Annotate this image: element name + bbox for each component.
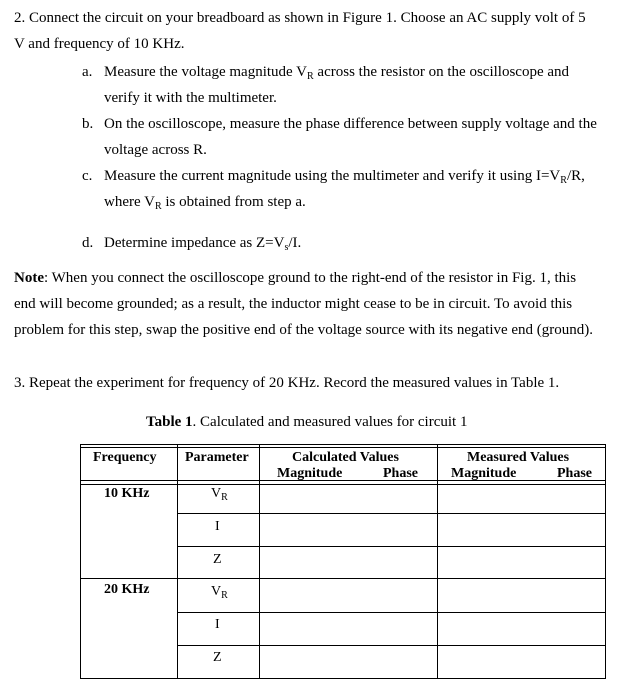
table-border-top xyxy=(80,444,606,445)
param-main: V xyxy=(211,486,222,501)
item2-a-line1-sub: R xyxy=(307,71,314,82)
header-calc-phase: Phase xyxy=(383,466,418,481)
item3-line: 3. Repeat the experiment for frequency of 20 KHz. Record the measured values in Table 1. xyxy=(14,375,560,391)
item2-c-line1-pre: Measure the current magnitude using the multimeter and verify it using I=V xyxy=(104,168,561,184)
param-vr xyxy=(211,486,228,502)
item2-a-line2: verify it with the multimeter. xyxy=(104,90,277,106)
item2-a-line1-post: across the resistor on the oscilloscope and xyxy=(313,64,570,80)
table-header-rule xyxy=(80,480,606,481)
table-col-rule xyxy=(177,444,178,679)
param-sub: R xyxy=(221,492,228,503)
header-calculated: Calculated Values xyxy=(292,450,399,465)
param-main: V xyxy=(211,584,222,599)
table-row-rule xyxy=(177,546,606,547)
note-line1-rest: : When you connect the oscilloscope ground to the right-end of the resistor in Fig. 1, this xyxy=(44,270,577,286)
param-z: Z xyxy=(213,650,222,665)
header-meas-magnitude: Magnitude xyxy=(451,466,517,481)
item2-c-line2-pre: where V xyxy=(104,194,155,210)
item2-c-line1 xyxy=(104,166,585,186)
header-measured: Measured Values xyxy=(467,450,570,465)
header-frequency: Frequency xyxy=(93,450,157,465)
table-border-left xyxy=(80,444,81,679)
table-col-rule xyxy=(437,444,438,679)
param-vr xyxy=(211,584,228,600)
item2-a-label: a. xyxy=(82,64,93,80)
item2-a-line1 xyxy=(104,62,569,82)
param-i: I xyxy=(215,519,220,534)
table-caption-text: . Calculated and measured values for circuit 1 xyxy=(192,414,468,430)
table-border-top-inner xyxy=(80,447,606,448)
param-sub: R xyxy=(221,590,228,601)
table-row-rule xyxy=(177,645,606,646)
item2-b-label: b. xyxy=(82,116,94,132)
item2-line1: 2. Connect the circuit on your breadboard as shown in Figure 1. Choose an AC supply volt of 5 xyxy=(14,10,586,26)
item2-a-line1-pre: Measure the voltage magnitude V xyxy=(104,64,307,80)
item2-b-line1: On the oscilloscope, measure the phase difference between supply voltage and the xyxy=(104,116,597,132)
note-label: Note xyxy=(14,270,44,286)
freq-10khz: 10 KHz xyxy=(104,486,150,501)
param-i: I xyxy=(215,617,220,632)
note-line1 xyxy=(14,268,576,288)
table-group-rule xyxy=(80,578,606,579)
item2-d-line-sub: s xyxy=(284,242,289,253)
table-border-right xyxy=(605,444,606,679)
table-row-rule xyxy=(177,612,606,613)
item2-d-line xyxy=(104,233,301,253)
item2-d-line-pre: Determine impedance as Z=V xyxy=(104,235,285,251)
param-z: Z xyxy=(213,552,222,567)
item2-c-line1-post: /R, xyxy=(566,168,585,184)
table-col-rule xyxy=(259,444,260,679)
table-caption xyxy=(146,412,467,432)
note-line3: problem for this step, swap the positive end of the voltage source with its negative end (ground). xyxy=(14,322,594,338)
item2-b-line2: voltage across R. xyxy=(104,142,207,158)
header-calc-magnitude: Magnitude xyxy=(277,466,343,481)
table-border-bottom xyxy=(80,678,606,679)
table-header-rule-inner xyxy=(80,484,606,485)
note-line2: end will become grounded; as a result, the inductor might cease to be in circuit. To avoid this xyxy=(14,296,573,312)
header-meas-phase: Phase xyxy=(557,466,592,481)
freq-20khz: 20 KHz xyxy=(104,582,150,597)
item2-d-line-post: /I. xyxy=(288,235,302,251)
item2-c-line1-sub: R xyxy=(560,175,567,186)
item2-c-line2 xyxy=(104,192,306,212)
item2-c-line2-post: is obtained from step a. xyxy=(161,194,306,210)
table-caption-label: Table 1 xyxy=(146,414,193,430)
header-parameter: Parameter xyxy=(185,450,249,465)
item2-c-label: c. xyxy=(82,168,93,184)
item2-d-label: d. xyxy=(82,235,94,251)
item2-c-line2-sub: R xyxy=(154,201,162,212)
table-row-rule xyxy=(177,513,606,514)
item2-line2: V and frequency of 10 KHz. xyxy=(14,36,185,52)
